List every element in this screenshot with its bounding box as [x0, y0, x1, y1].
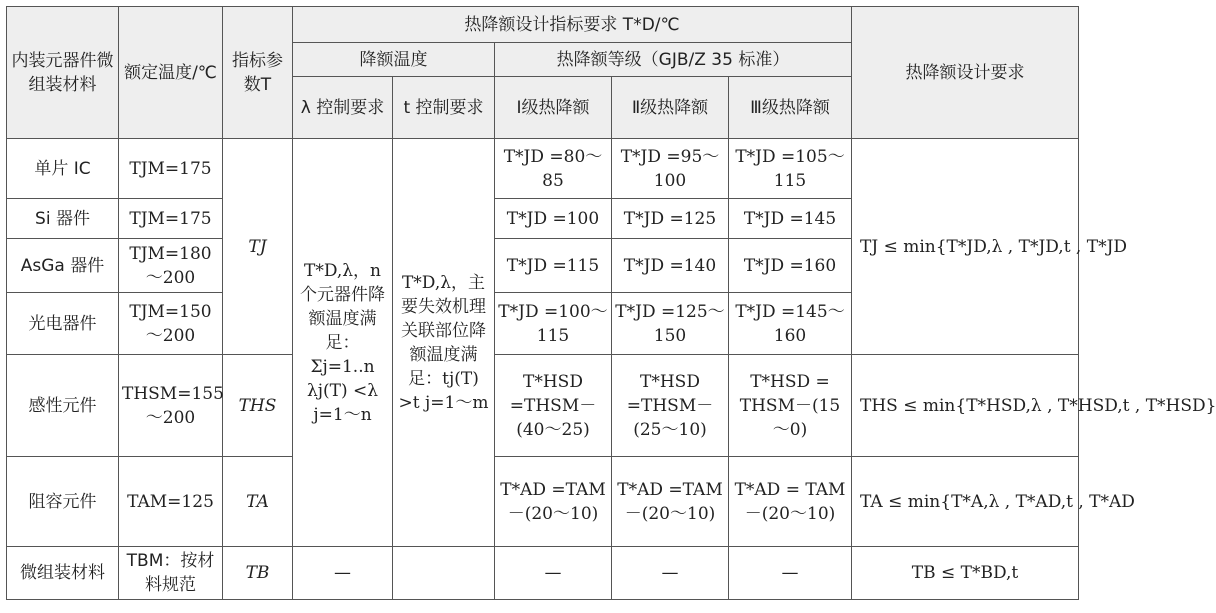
material-cell: 单片 IC: [7, 139, 119, 199]
header-group-title: 热降额设计指标要求 T*D/℃: [293, 7, 852, 43]
material-cell: 感性元件: [7, 355, 119, 457]
rated-cell: TJM=180～200: [119, 239, 223, 293]
rated-cell: TAM=125: [119, 457, 223, 547]
level2-cell: T*JD =125: [612, 199, 729, 239]
level2-cell: T*JD =125～150: [612, 293, 729, 355]
level3-cell: T*JD =145～160: [729, 293, 852, 355]
header-derate-level: 热降额等级（GJB/Z 35 标准）: [495, 43, 852, 77]
param-ta: TA: [223, 457, 293, 547]
material-cell: 阻容元件: [7, 457, 119, 547]
header-t-ctrl: t 控制要求: [393, 77, 495, 139]
level3-cell: —: [729, 547, 852, 600]
level2-cell: —: [612, 547, 729, 600]
thermal-derating-table: [6, 6, 1216, 600]
param-tb: TB: [223, 547, 293, 600]
header-rated-temp: 额定温度/℃: [119, 7, 223, 139]
header-material: 内装元器件微组装材料: [7, 7, 119, 139]
rated-cell: TJM=175: [119, 139, 223, 199]
level1-cell: T*JD =100: [495, 199, 612, 239]
material-cell: 光电器件: [7, 293, 119, 355]
table-row: [7, 355, 1079, 457]
material-cell: 微组装材料: [7, 547, 119, 600]
rated-cell: TBM：按材料规范: [119, 547, 223, 600]
rated-cell: TJM=150～200: [119, 293, 223, 355]
material-cell: AsGa 器件: [7, 239, 119, 293]
header-derate-temp: 降额温度: [293, 43, 495, 77]
level1-cell: T*AD =TAM－(20～10): [495, 457, 612, 547]
level2-cell: T*JD =140: [612, 239, 729, 293]
param-ths: THS: [223, 355, 293, 457]
table-row: [7, 457, 1079, 547]
table-row: [7, 547, 1079, 600]
requirement-tj: TJ ≤ min{T*JD,λ , T*JD,t , T*JD: [852, 139, 1079, 355]
level1-cell: T*JD =80～85: [495, 139, 612, 199]
table-row: [7, 139, 1079, 199]
level1-cell: T*JD =115: [495, 239, 612, 293]
lambda-dash-cell: —: [293, 547, 393, 600]
param-tj: TJ: [223, 139, 293, 355]
level3-cell: T*AD = TAM－(20～10): [729, 457, 852, 547]
header-level-2: Ⅱ级热降额: [612, 77, 729, 139]
level2-cell: T*AD =TAM－(20～10): [612, 457, 729, 547]
rated-cell: THSM=155～200: [119, 355, 223, 457]
material-cell: Si 器件: [7, 199, 119, 239]
level2-cell: T*HSD =THSM－(25～10): [612, 355, 729, 457]
header-param: 指标参数T: [223, 7, 293, 139]
level1-cell: —: [495, 547, 612, 600]
lambda-ctrl-cell: T*D,λ，n个元器件降额温度满足：Σj=1..n λj(T) <λ j=1～n: [293, 139, 393, 547]
level3-cell: T*JD =160: [729, 239, 852, 293]
level1-cell: T*JD =100～115: [495, 293, 612, 355]
header-level-1: Ⅰ级热降额: [495, 77, 612, 139]
requirement-ths: THS ≤ min{T*HSD,λ , T*HSD,t , T*HSD}: [852, 355, 1079, 457]
level3-cell: T*JD =105～115: [729, 139, 852, 199]
rated-cell: TJM=175: [119, 199, 223, 239]
requirement-tb: TB ≤ T*BD,t: [852, 547, 1079, 600]
level3-cell: T*JD =145: [729, 199, 852, 239]
header-level-3: Ⅲ级热降额: [729, 77, 852, 139]
level3-cell: T*HSD = THSM－(15～0): [729, 355, 852, 457]
level1-cell: T*HSD =THSM－(40～25): [495, 355, 612, 457]
requirement-ta: TA ≤ min{T*A,λ , T*AD,t , T*AD: [852, 457, 1079, 547]
header-lambda-ctrl: λ 控制要求: [293, 77, 393, 139]
level2-cell: T*JD =95～100: [612, 139, 729, 199]
t-dash-cell: [393, 547, 495, 600]
t-ctrl-cell: T*D,λ，主要失效机理关联部位降额温度满足：tj(T) >t j=1～m: [393, 139, 495, 547]
header-requirement: 热降额设计要求: [852, 7, 1079, 139]
